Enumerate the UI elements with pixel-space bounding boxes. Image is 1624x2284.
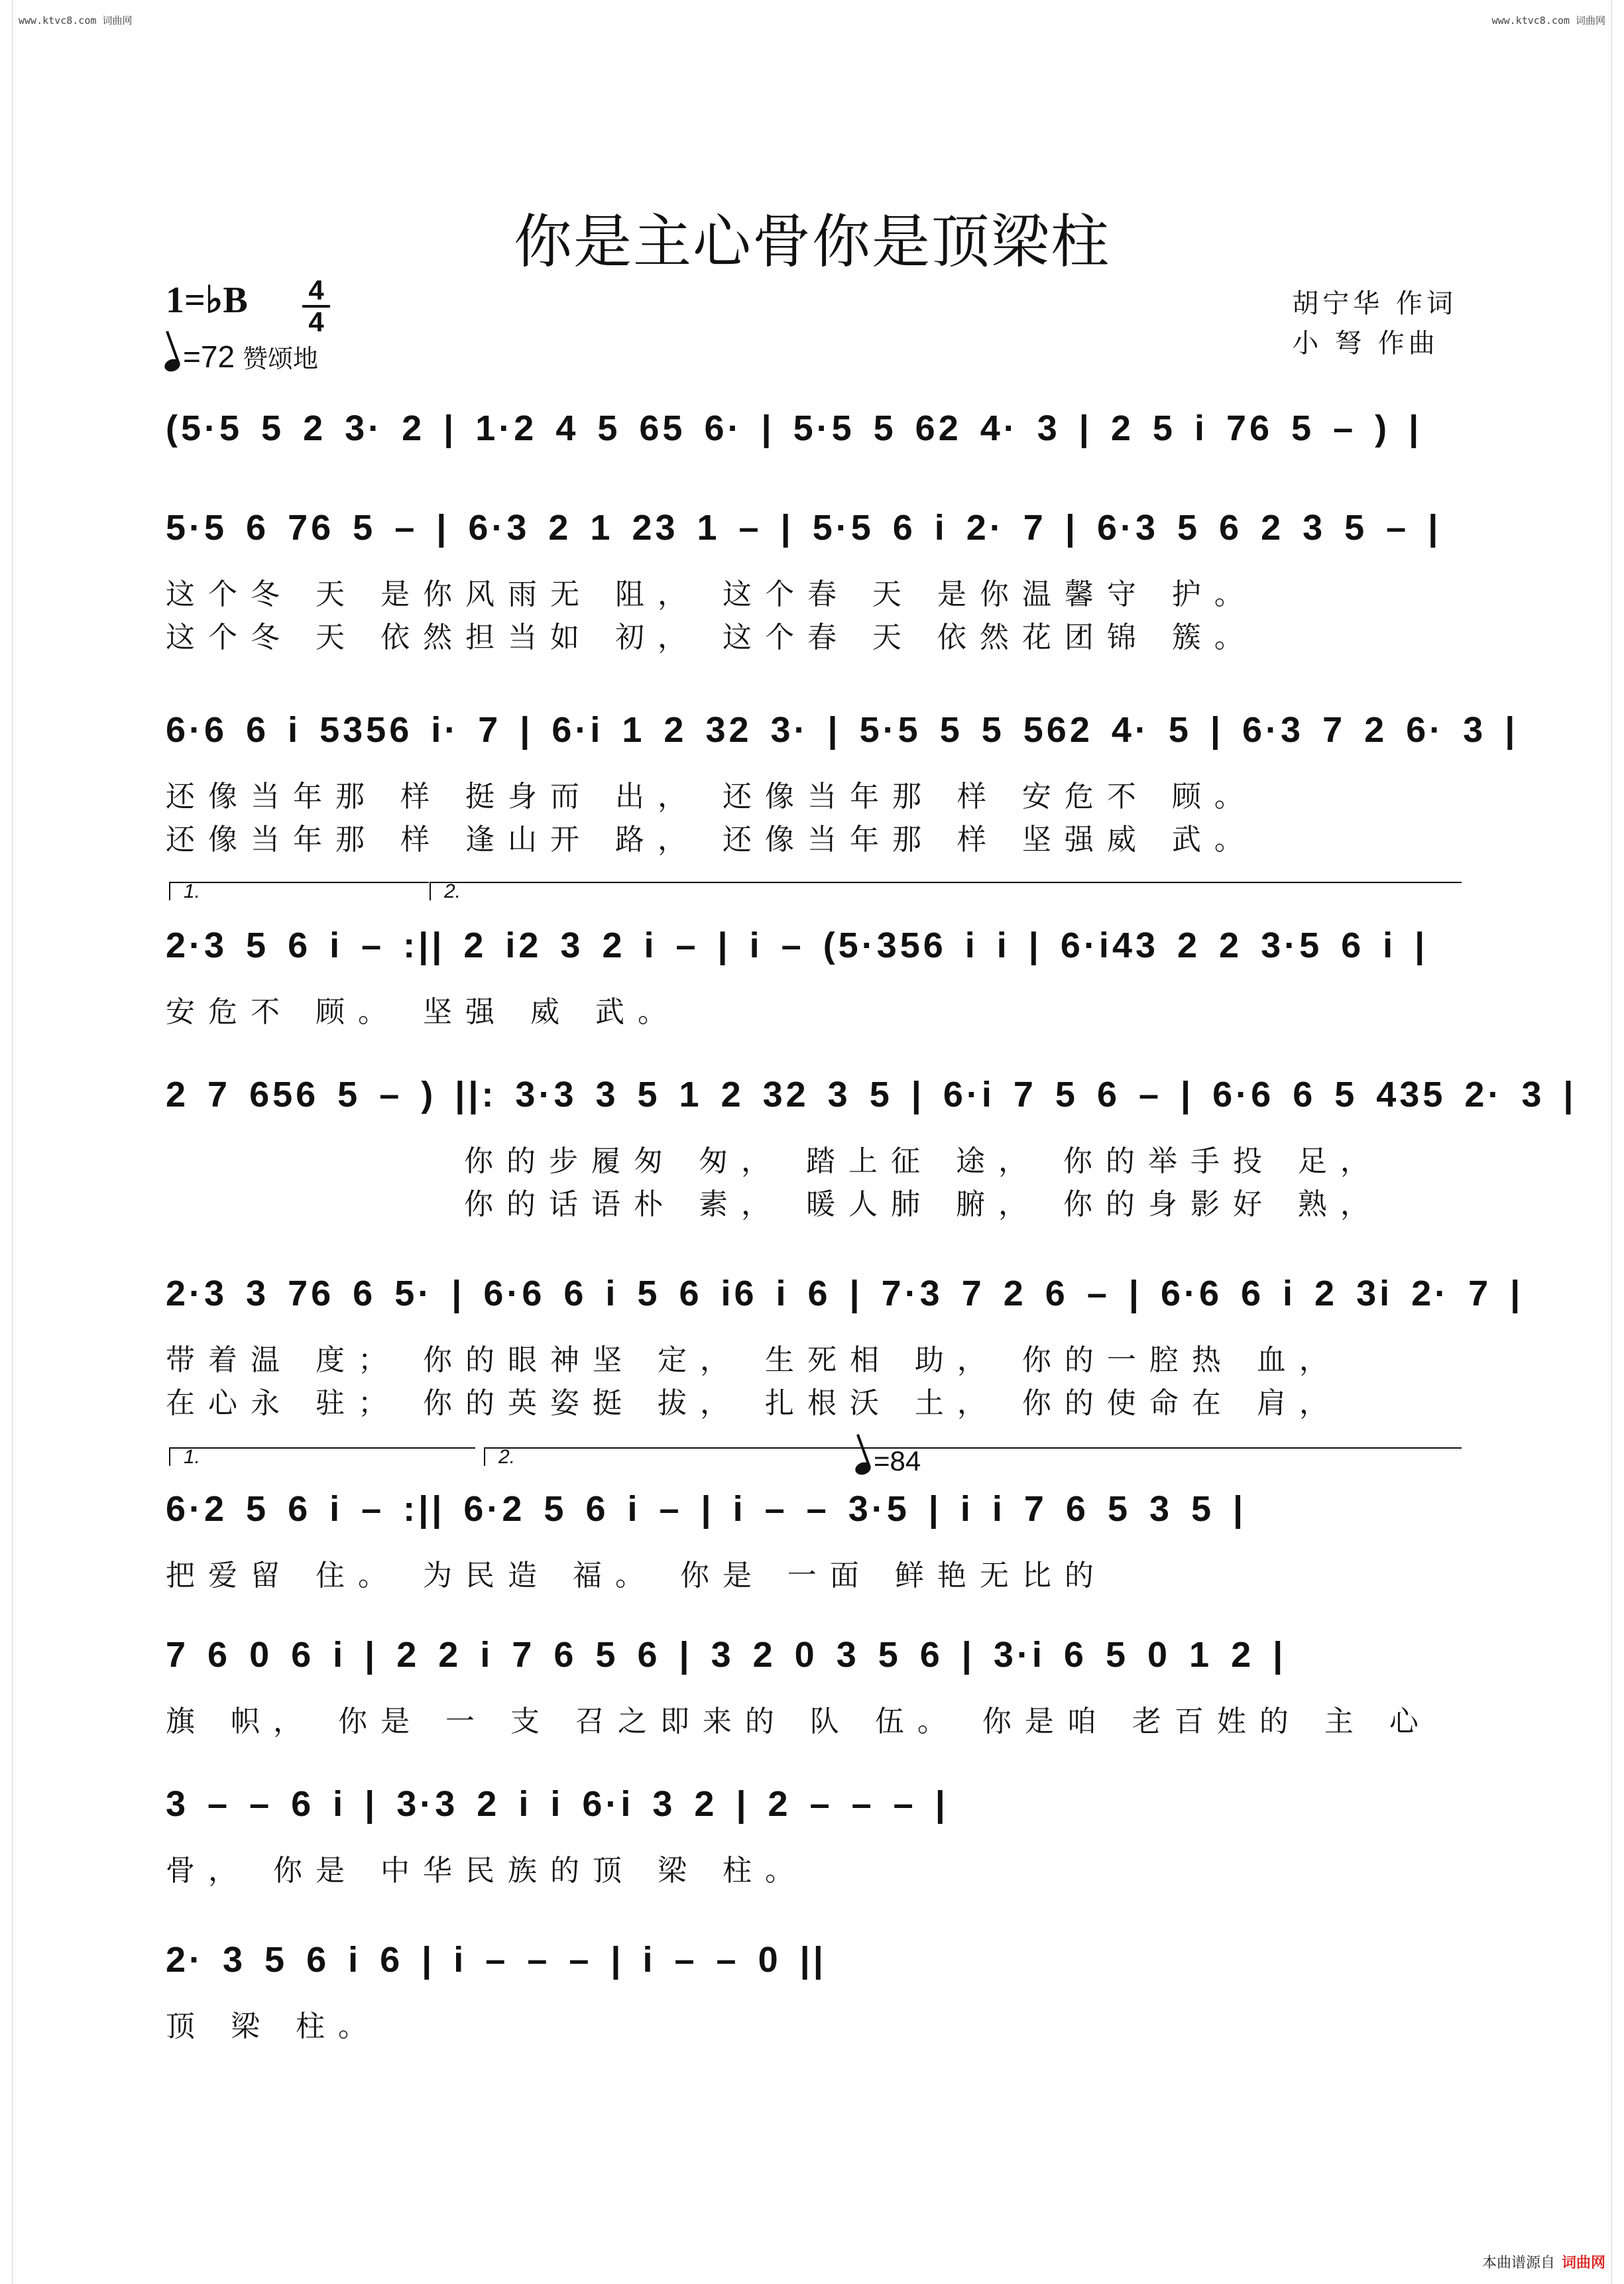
- tempo-marking: [164, 338, 318, 375]
- lyric-verse-2: 在心永 驻； 你的英姿挺 拔， 扎根沃 土， 你的使命在 肩，: [166, 1386, 1342, 1420]
- lyric-verse-1: 骨， 你是 中华民族的顶 梁 柱。: [166, 1854, 807, 1888]
- lyric-verse-1: 顶 梁 柱。: [166, 2010, 380, 2043]
- second-ending-label: 2.: [498, 1446, 516, 1468]
- quarter-note-icon: [163, 357, 182, 373]
- composer-credit: 小 弩 作曲: [1292, 328, 1439, 359]
- tempo-value: =72: [183, 339, 235, 374]
- notation-line: 2· 3 5 6 i 6 | i – – – | i – – 0 ||: [166, 1940, 827, 1980]
- footer-credit: [1482, 2252, 1605, 2272]
- lyric-verse-1: 你的步履匆 匆， 踏上征 途， 你的举手投 足，: [464, 1144, 1383, 1178]
- time-signature: [300, 276, 333, 337]
- notation-line: 2 7 656 5 – ) ||: 3·3 3 5 1 2 32 3 5 | 6·i 7 5 6 – | 6·6 6 5 435 2· 3 |: [166, 1075, 1577, 1114]
- lyric-verse-1: 还像当年那 样 挺身而 出， 还像当年那 样 安危不 顾。: [166, 780, 1257, 813]
- lyric-verse-1: 这个冬 天 是你风雨无 阻， 这个春 天 是你温馨守 护。: [166, 577, 1257, 611]
- first-ending-label: 1.: [184, 880, 201, 902]
- notation-line: (5·5 5 2 3· 2 | 1·2 4 5 65 6· | 5·5 5 62 4· 3 | 2 5 i 76 5 – ) |: [166, 408, 1422, 448]
- time-signature-top: 4: [308, 274, 324, 306]
- notation-line: 5·5 6 76 5 – | 6·3 2 1 23 1 – | 5·5 6 i 2· 7 | 6·3 5 6 2 3 5 – |: [166, 508, 1442, 548]
- second-ending-bracket: [430, 882, 1462, 900]
- notation-line: 6·6 6 i 5356 i· 7 | 6·i 1 2 32 3· | 5·5 5 5 562 4· 5 | 6·3 7 2 6· 3 |: [166, 710, 1519, 750]
- song-title: 你是主心骨你是顶梁柱: [513, 208, 1110, 276]
- notation-line: 2·3 5 6 i – :|| 2 i2 3 2 i – | i – (5·356 i i | 6·i43 2 2 3·5 6 i |: [166, 926, 1428, 965]
- key-signature: 1=♭B: [166, 280, 248, 321]
- notation-line: 6·2 5 6 i – :|| 6·2 5 6 i – | i – – 3·5 | i i 7 6 5 3 5 |: [166, 1489, 1247, 1529]
- tempo-mood: 赞颂地: [243, 344, 319, 373]
- lyric-verse-1: 安危不 顾。 坚强 威 武。: [166, 995, 680, 1029]
- site-header-right: www.ktvc8.com 词曲网: [1491, 15, 1605, 27]
- tempo-change-value: =84: [874, 1445, 921, 1476]
- lyricist-credit: 胡宁华 作词: [1292, 288, 1457, 319]
- second-ending-label: 2.: [444, 880, 461, 902]
- notation-line: 3 – – 6 i | 3·3 2 i i 6·i 3 2 | 2 – – – |: [166, 1784, 949, 1824]
- notation-line: 2·3 3 76 6 5· | 6·6 6 i 5 6 i6 i 6 | 7·3 7 2 6 – | 6·6 6 i 2 3i 2· 7 |: [166, 1274, 1524, 1313]
- footer-brand[interactable]: 词曲网: [1561, 2255, 1605, 2271]
- quarter-note-icon: [854, 1460, 873, 1476]
- lyric-verse-2: 这个冬 天 依然担当如 初， 这个春 天 依然花团锦 簇。: [166, 621, 1257, 654]
- second-ending-bracket: [484, 1447, 1462, 1466]
- time-signature-bottom: 4: [308, 306, 324, 337]
- first-ending-label: 1.: [184, 1446, 201, 1468]
- tempo-change: [855, 1445, 921, 1477]
- first-ending-bracket: [169, 882, 429, 900]
- lyric-verse-1: 带着温 度； 你的眼神坚 定， 生死相 助， 你的一腔热 血，: [166, 1343, 1342, 1377]
- lyric-verse-1: 旗 帜， 你是 一 支 召之即来的 队 伍。 你是咱 老百姓的 主 心: [166, 1705, 1432, 1738]
- first-ending-bracket: [169, 1447, 475, 1466]
- notation-line: 7 6 0 6 i | 2 2 i 7 6 5 6 | 3 2 0 3 5 6 | 3·i 6 5 0 1 2 |: [166, 1635, 1287, 1675]
- footer-text: 本曲谱源自: [1481, 2255, 1555, 2271]
- credits: [1292, 284, 1457, 363]
- lyric-verse-2: 还像当年那 样 逢山开 路， 还像当年那 样 坚强威 武。: [166, 823, 1257, 857]
- lyric-verse-2: 你的话语朴 素， 暖人肺 腑， 你的身影好 熟，: [464, 1187, 1383, 1221]
- site-header-left: www.ktvc8.com 词曲网: [19, 15, 133, 27]
- lyric-verse-1: 把爱留 住。 为民造 福。 你是 一面 鲜艳无比的: [166, 1559, 1107, 1593]
